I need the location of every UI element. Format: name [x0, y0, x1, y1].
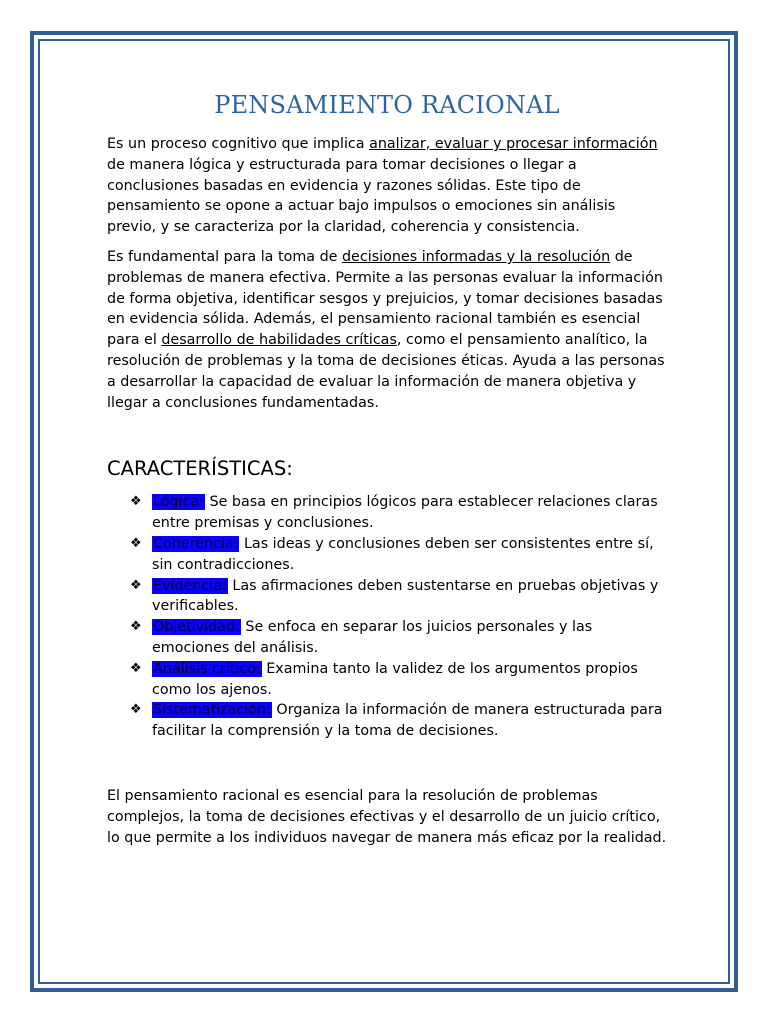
document-content: [107, 88, 667, 857]
item-description: Se basa en principios lógicos para establecer relaciones claras entre premisas y conclusiones.: [152, 494, 658, 532]
p1-underlined-text: analizar, evaluar y procesar información: [369, 136, 658, 152]
intro-paragraph-1: [107, 134, 667, 238]
list-item: [130, 534, 667, 576]
list-item: [130, 576, 667, 618]
highlighted-term: Evidencia:: [153, 577, 227, 594]
diamond-bullet-icon: ❖: [130, 535, 142, 551]
highlighted-term: Sistematización:: [153, 702, 271, 719]
p2-underlined-text-2: desarrollo de habilidades críticas: [161, 332, 397, 349]
list-item: [130, 700, 667, 742]
item-description: Se enfoca en separar los juicios personales y las emociones del análisis.: [152, 619, 593, 656]
list-item: [130, 659, 667, 701]
list-item: [130, 492, 667, 534]
item-description: Las ideas y conclusiones deben ser consistentes entre sí, sin contradicciones.: [152, 535, 654, 573]
document-title: PENSAMIENTO RACIONAL: [214, 91, 560, 119]
item-description: Examina tanto la validez de los argumentos propios como los ajenos.: [152, 660, 638, 698]
item-description: Las afirmaciones deben sustentarse en pruebas objetivas y verificables.: [152, 577, 659, 615]
p2-text-before: Es fundamental para la toma de: [107, 248, 342, 265]
p1-text-before: Es un proceso cognitivo que implica: [107, 136, 370, 152]
list-item: [130, 617, 667, 659]
diamond-bullet-icon: ❖: [130, 577, 142, 593]
diamond-bullet-icon: ❖: [130, 494, 142, 510]
diamond-bullet-icon: ❖: [130, 660, 142, 676]
p1-text-after: de manera lógica y estructurada para tomar decisiones o llegar a conclusiones basadas en evidencia y razones sólidas. Este tipo de pensamiento se opone a actuar bajo impulsos o emociones sin análisis previo, y se caracteriza por la claridad, coherencia y consistencia.: [107, 156, 616, 236]
diamond-bullet-icon: ❖: [130, 619, 142, 635]
characteristics-list: [107, 492, 667, 742]
highlighted-term: Objetividad:: [153, 619, 240, 636]
highlighted-term: Análisis crítico:: [153, 660, 261, 677]
characteristics-heading: CARACTERÍSTICAS:: [107, 457, 293, 481]
p2-underlined-text-1: decisiones informadas y la resolución: [341, 248, 611, 265]
item-description: Organiza la información de manera estructurada para facilitar la comprensión y la toma de decisiones.: [152, 702, 663, 740]
diamond-bullet-icon: ❖: [130, 702, 142, 718]
p2-text-middle: de problemas de manera efectiva. Permite a las personas evaluar la información de forma objetiva, identificar sesgos y prejuicios, y tomar decisiones basadas en evidencia sólida. Además, el pensamiento racional también es esencial para el: [107, 248, 663, 349]
highlighted-term: Coherencia:: [153, 535, 239, 552]
p2-text-after: , como el pensamiento analítico, la resolución de problemas y la toma de decisiones éticas. Ayuda a las personas a desarrollar la capacidad de evaluar la información de manera objetiva y llegar a conclusiones fundamentadas.: [107, 332, 665, 411]
closing-paragraph: El pensamiento racional es esencial para la resolución de problemas complejos, la toma de decisiones efectivas y el desarrollo de un juicio crítico, lo que permite a los individuos navegar de manera más eficaz por la realidad.: [107, 787, 667, 846]
intro-paragraph-2: [107, 247, 667, 413]
highlighted-term: Lógica:: [153, 494, 204, 511]
